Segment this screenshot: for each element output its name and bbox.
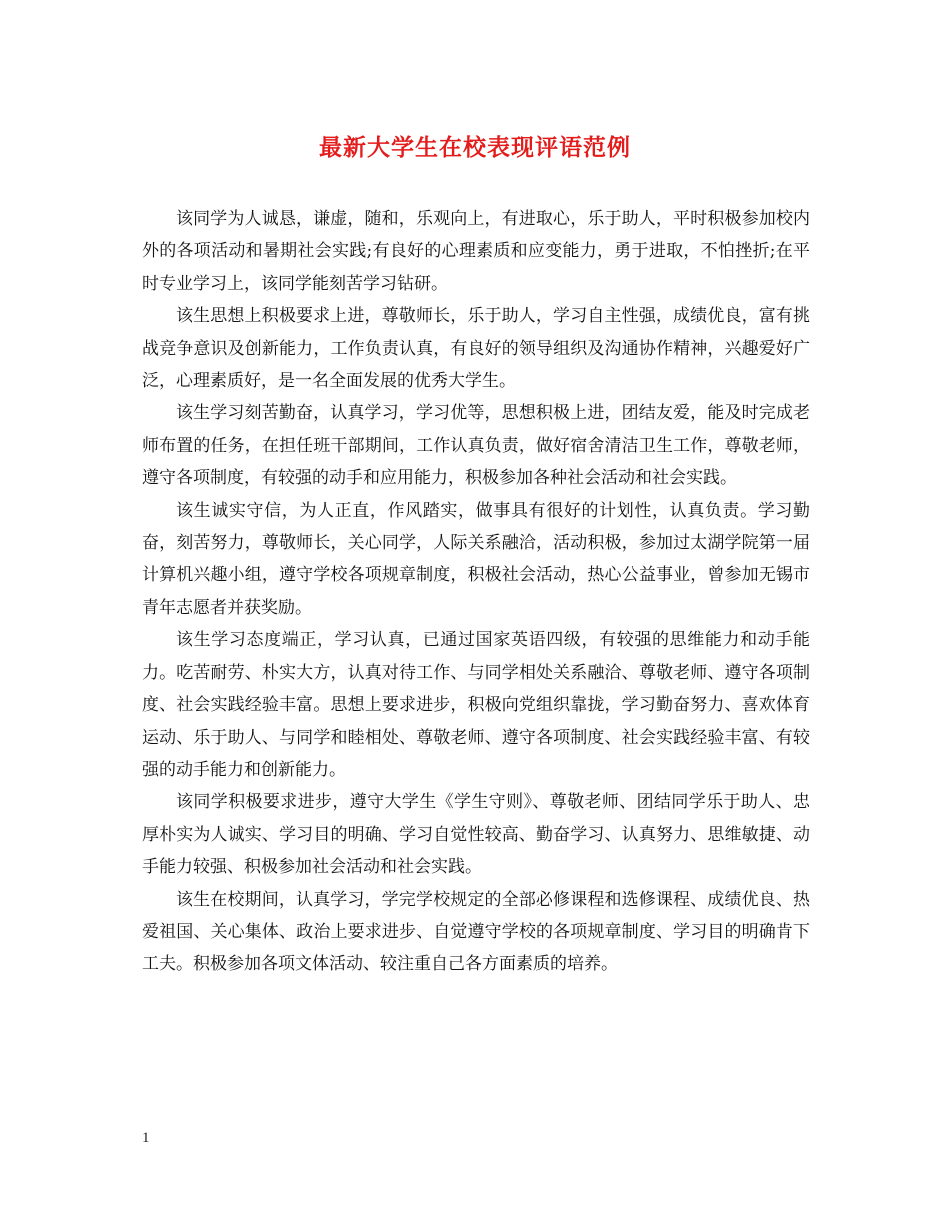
paragraph-4: 该生诚实守信，为人正直，作风踏实，做事具有很好的计划性，认真负责。学习勤奋，刻苦努力，尊敬师长，关心同学，人际关系融洽，活动积极，参加过太湖学院第一届计算机兴趣小组，遵守学校各项规章制度，积极社会活动，热心公益事业，曾参加无锡市青年志愿者并获奖励。 xyxy=(142,500,810,618)
paragraph-6: 该同学积极要求进步，遵守大学生《学生守则》、尊敬老师、团结同学乐于助人、忠厚朴实为人诚实、学习目的明确、学习自觉性较高、勤奋学习、认真努力、思维敏捷、动手能力较强、积极参加社会活动和社会实践。 xyxy=(142,792,810,878)
paragraph-3: 该生学习刻苦勤奋，认真学习，学习优等，思想积极上进，团结友爱，能及时完成老师布置的任务，在担任班干部期间，工作认真负责，做好宿舍清洁卫生工作，尊敬老师，遵守各项制度，有较强的动手和应用能力，积极参加各种社会活动和社会实践。 xyxy=(142,403,810,489)
page-number: 1 xyxy=(142,1130,150,1146)
document-title: 最新大学生在校表现评语范例 xyxy=(319,134,631,161)
document-body xyxy=(142,203,810,981)
paragraph-1: 该同学为人诚恳，谦虚，随和，乐观向上，有进取心，乐于助人，平时积极参加校内外的各项活动和暑期社会实践;有良好的心理素质和应变能力，勇于进取，不怕挫折;在平时专业学习上，该同学能刻苦学习钻研。 xyxy=(142,209,810,294)
paragraph-2: 该生思想上积极要求上进，尊敬师长，乐于助人，学习自主性强，成绩优良，富有挑战竞争意识及创新能力，工作负责认真，有良好的领导组织及沟通协作精神，兴趣爱好广泛，心理素质好，是一名全面发展的优秀大学生。 xyxy=(142,306,810,392)
paragraph-5: 该生学习态度端正，学习认真，已通过国家英语四级，有较强的思维能力和动手能力。吃苦耐劳、朴实大方，认真对待工作、与同学相处关系融洽、尊敬老师、遵守各项制度、社会实践经验丰富。思想上要求进步，积极向党组织靠拢，学习勤奋努力、喜欢体育运动、乐于助人、与同学和睦相处、尊敬老师、遵守各项制度、社会实践经验丰富、有较强的动手能力和创新能力。 xyxy=(142,630,810,780)
paragraph-7: 该生在校期间，认真学习，学完学校规定的全部必修课程和选修课程、成绩优良、热爱祖国、关心集体、政治上要求进步、自觉遵守学校的各项规章制度、学习目的明确肯下工夫。积极参加各项文体活动、较注重自己各方面素质的培养。 xyxy=(142,889,810,975)
